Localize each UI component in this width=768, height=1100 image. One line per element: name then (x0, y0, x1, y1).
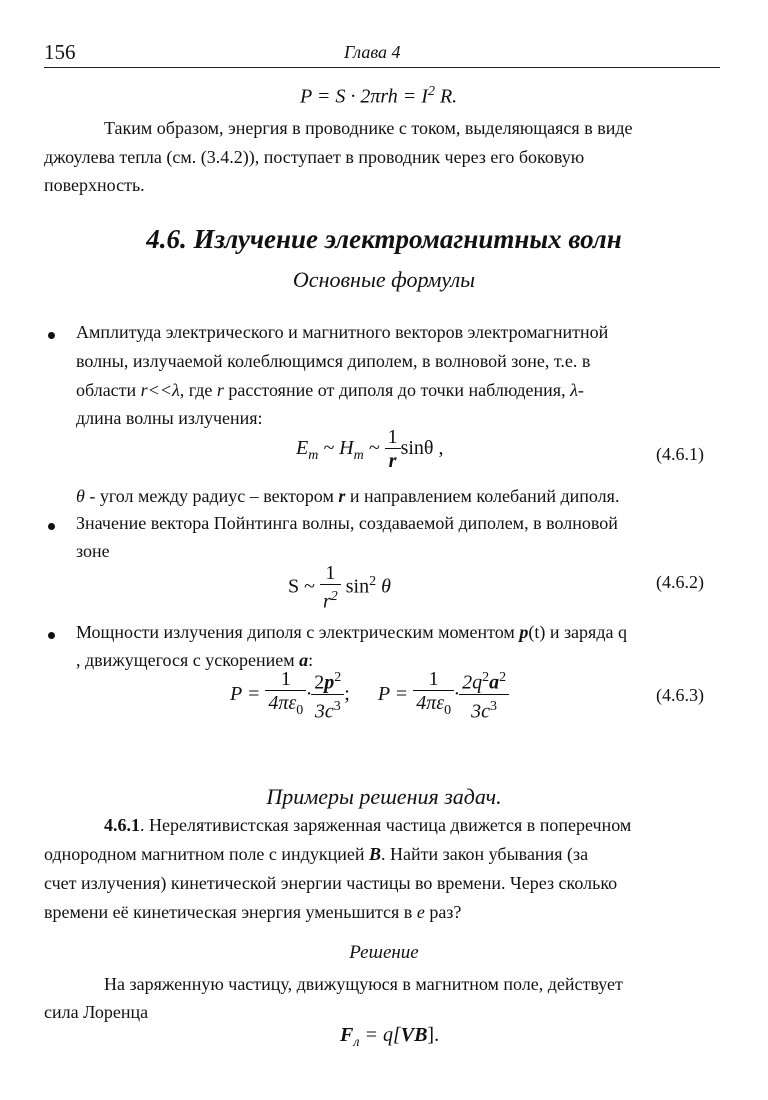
text-span: однородном магнитном поле с индукцией (44, 844, 369, 864)
bullet-dot (48, 332, 55, 339)
bullet1-line2: волны, излучаемой колеблющимся диполем, в волновой зоне, т.е. в (76, 351, 591, 371)
fraction-numerator: $2p^2$ (311, 667, 344, 695)
math-span: λ (570, 380, 578, 400)
fraction-denominator (311, 695, 344, 724)
math-span: p (519, 622, 529, 642)
math-span: 4πε (268, 691, 297, 714)
section-title: 4.6. Излучение электромагнитных волн (146, 224, 622, 254)
math-span: sinθ , (400, 437, 444, 460)
bullet1-line4: длина волны излучения: (76, 408, 263, 428)
fraction-denominator (265, 691, 306, 723)
math-sup: 2 (330, 589, 338, 604)
bullet2-line1: Значение вектора Пойнтинга волны, создаваемой диполем, в волновой (76, 513, 618, 533)
section-subtitle: Основные формулы (292, 267, 476, 292)
math-span: r (322, 590, 331, 613)
math-span: r (338, 486, 346, 506)
eq-number-4-6-2: (4.6.2) (656, 572, 704, 592)
math-span: · (454, 682, 460, 705)
formula-4-6-3 (230, 667, 509, 723)
text-span: где (184, 380, 217, 400)
math-span: r (216, 380, 224, 400)
problem-line4 (44, 898, 461, 927)
fraction-numerator (459, 667, 509, 695)
math-span: θ (76, 486, 85, 506)
math-span: θ (376, 575, 391, 598)
examples-title: Примеры решения задач. (266, 784, 502, 809)
problem-line1 (104, 811, 631, 840)
math-span: 3c (314, 700, 334, 723)
page-number: 156 (44, 40, 76, 64)
bullet1-note (76, 482, 619, 511)
fraction-denominator (459, 695, 509, 724)
top-formula-rhs: R. (434, 85, 458, 108)
text-span: . Нерелятивистская заряженная частица движется в поперечном (140, 815, 632, 835)
math-span: S ~ (288, 575, 315, 598)
fraction (320, 562, 341, 614)
math-sup: 3 (333, 698, 341, 714)
problem-number: 4.6.1 (104, 815, 140, 835)
math-span: 3c (471, 700, 491, 723)
math-span: ~ (363, 437, 385, 460)
math-sup: 2 (482, 670, 490, 685)
fraction (385, 426, 401, 473)
math-span: sin (345, 575, 370, 598)
text-span: расстояние от диполя до точки наблюдения, (223, 380, 571, 400)
fraction-numerator: 1 (320, 562, 341, 585)
solution-line2: сила Лоренца (44, 1002, 149, 1022)
math-span: P = (230, 682, 261, 705)
problem-line3: счет излучения) кинетической энергии частицы во времени. Через сколько (44, 873, 618, 893)
eq-number-4-6-3: (4.6.3) (656, 685, 704, 705)
math-sup: 3 (490, 698, 498, 714)
math-sub: 0 (296, 702, 304, 718)
text-span: , движущегося с ускорением (76, 650, 300, 670)
bullet3-line1 (76, 618, 627, 647)
math-sup: 2 (499, 670, 507, 685)
chapter-header: Глава 4 (344, 42, 401, 62)
math-sub: m (308, 448, 319, 464)
fraction-denominator: r (388, 450, 397, 472)
math-span: ]. (427, 1024, 440, 1046)
top-formula (300, 84, 457, 109)
lorentz-formula (340, 1024, 439, 1051)
math-span: = q[ (359, 1024, 401, 1046)
math-sub: 0 (444, 702, 452, 718)
math-span: · (306, 682, 312, 705)
paragraph1-line2: джоулева тепла (см. (3.4.2)), поступает в проводник через его боковую (44, 147, 585, 167)
text-span: (t) и заряда q (528, 622, 627, 642)
fraction-numerator: 1 (385, 426, 401, 449)
text-span: раз? (424, 902, 462, 922)
bullet2-line2: зоне (76, 541, 110, 561)
math-span: P = (377, 682, 409, 705)
math-span: r<<λ, (140, 380, 185, 400)
fraction-denominator (320, 585, 341, 614)
solution-line1: На заряженную частицу, движущуюся в магнитном поле, действует (104, 974, 623, 994)
math-sup: 2 (334, 670, 342, 685)
math-span: 2q (462, 671, 483, 694)
math-sup: 2 (369, 573, 377, 589)
bullet-dot (48, 523, 55, 530)
math-span: ; (344, 682, 350, 705)
formula-4-6-1 (296, 426, 443, 473)
math-span: F (340, 1024, 354, 1046)
math-span: B (368, 844, 381, 864)
text-span: области (76, 380, 141, 400)
text-span: времени её кинетическая энергия уменьшится в (44, 902, 417, 922)
fraction (459, 667, 509, 723)
text-span: и направлением колебаний диполя. (345, 486, 620, 506)
math-span: a (299, 650, 309, 670)
math-sub: л (353, 1035, 360, 1050)
eq-number-4-6-1: (4.6.1) (656, 444, 704, 464)
bullet1-line1: Амплитуда электрического и магнитного векторов электромагнитной (76, 322, 609, 342)
paragraph1-line3: поверхность. (44, 175, 145, 195)
fraction (413, 668, 454, 723)
text-span: Мощности излучения диполя с электрическим моментом (76, 622, 520, 642)
header-rule (44, 67, 720, 68)
paragraph1-line1: Таким образом, энергия в проводнике с током, выделяющаяся в виде (104, 118, 633, 138)
fraction-numerator: 1 (413, 668, 454, 691)
solution-title: Решение (349, 942, 419, 963)
math-sub: m (353, 448, 364, 464)
text-span: - угол между радиус – вектором (84, 486, 339, 506)
top-formula-sup: 2 (427, 84, 435, 99)
text-span: - (577, 380, 584, 400)
math-span: 4πε (416, 691, 445, 714)
formula-4-6-2 (288, 562, 391, 614)
math-span: E (296, 437, 309, 460)
problem-line2 (44, 840, 588, 869)
fraction-numerator: 1 (265, 668, 306, 691)
bullet1-line3 (76, 376, 584, 405)
fraction (265, 668, 306, 723)
bullet-dot (48, 632, 55, 639)
text-span: : (308, 650, 314, 670)
top-formula-lhs: P = S · 2πrh = I (300, 85, 428, 108)
fraction-denominator (413, 691, 454, 723)
math-span: a (489, 671, 500, 694)
text-span: . Найти закон убывания (за (380, 844, 589, 864)
math-span: VB (400, 1024, 428, 1046)
fraction (311, 667, 344, 723)
math-span: ~ H (318, 437, 354, 460)
math-span: e (416, 902, 425, 922)
